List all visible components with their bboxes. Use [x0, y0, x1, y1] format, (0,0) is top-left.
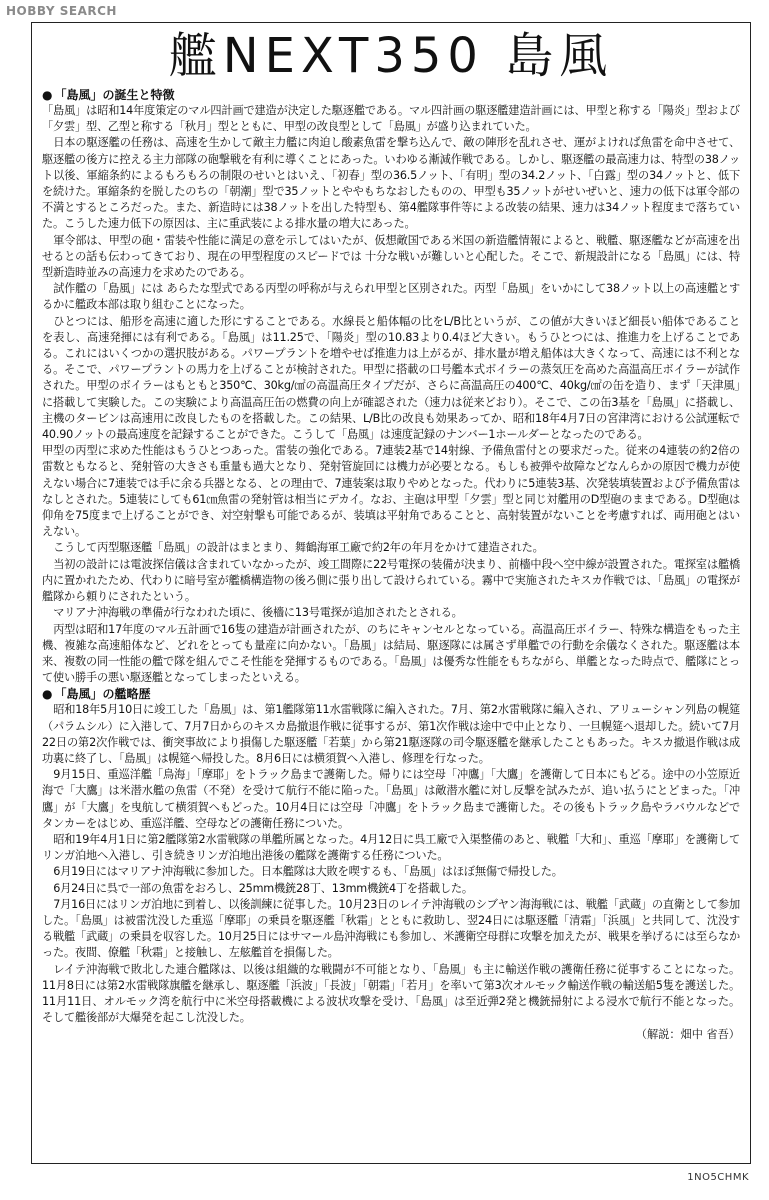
paragraph: 当初の設計には電波探信儀は含まれていなかったが、竣工間際に22号電探の装備が決まり、前檣中段へ空中線が設置された。電探室は艦橋内に置かれたため、代わりに暗号室が艦橋構造物の後ろ側に張り出して設けられている。霧中で実施されたキスカ作戦では、「島風」の電探が艦隊から頼りにされたという。 — [42, 557, 740, 604]
bullet-icon: ● — [42, 88, 53, 102]
paragraph: レイテ沖海戦で敗北した連合艦隊は、以後は組織的な戦闘が不可能となり、「島風」も主に輸送作戦の護衛任務に従事することになった。11月8日には第2水雷戦隊旗艦を継承し、駆逐艦「浜波」「長波」「朝霜」「若月」を率いて第3次オルモック輸送作戦の輸送船5隻を護送した。11月11日、オルモック湾を航行中に米空母搭載機による波状攻撃を受け、「島風」は至近弾2発と機銃掃射による浸水で航行不能となった。そして艦後部が大爆発を起こし沈没した。 — [42, 962, 740, 1025]
page-title: 艦NEXT350 島風 — [168, 28, 614, 84]
section-heading-text: 「島風」の艦略歴 — [54, 687, 151, 702]
section-heading-history — [42, 686, 740, 702]
paragraph: 9月15日、重巡洋艦「鳥海」「摩耶」をトラック島まで護衛した。帰りには空母「冲鷹」「大鷹」を護衛して日本にもどる。途中の小笠原近海で「大鷹」は米潜水艦の魚雷（不発）を受けて航行不能に陥った。「島風」は敵潜水艦に対し反撃を試みたが、追い払うにとどまった。「冲鷹」が「大鷹」を曳航して横須賀へもどった。10月4日には空母「冲鷹」をトラック島まで護衛した。その後もトラック島やラバウルなどでタンカーをはじめ、重巡洋艦、空母などの護衛任務についた。 — [42, 768, 740, 830]
paragraph: 昭和18年5月10日に竣工した「島風」は、第1艦隊第11水雷戦隊に編入された。7月、第2水雷戦隊に編入され、アリューシャン列島の幌筵（パラムシル）に入港して、7月7日からのキスカ島撤退作戦に従事するが、第1次作戦は途中で中止となり、一旦幌筵へ退却した。続いて7月22日の第2次作戦では、衝突事故により損傷した駆逐艦「若葉」から第21駆逐隊の司令駆逐艦を継承したこともあった。キスカ撤退作戦は成功裏に終了し、「島風」は幌筵へ帰投した。8月6日には横須賀へ入港し、修理を行なった。 — [42, 703, 741, 765]
paragraph: 丙型は昭和17年度のマル五計画で16隻の建造が計画されたが、のちにキャンセルとなっている。高温高圧ボイラー、特殊な構造をもった主機、複雑な高速船体など、どれをとっても量産に向かない。「島風」は結局、駆逐隊には属さず単艦での行動を余儀なくされた。駆逐艦は本来、複数の同一性能の艦で隊を組んでこそ性能を発揮するものである。「島風」は優秀な性能をもちながら、単艦となった時点で、艦隊にとって使い勝手の悪い駆逐艦となってしまったといえる。 — [42, 622, 740, 685]
watermark-logo: HOBBY SEARCH — [6, 4, 117, 18]
paragraph: 7月16日にはリンガ泊地に到着し、以後訓練に従事した。10月23日のレイテ沖海戦のシブヤン海海戦には、戦艦「武蔵」の直衛として参加した。「島風」は被雷沈没した重巡「摩耶」の乗員を駆逐艦「秋霜」とともに救助し、翌24日には駆逐艦「清霜」「浜風」と共同して、沈没する戦艦「武蔵」の乗員を収容した。10月25日にはサマール島沖海戦にも参加し、米護衛空母群に攻撃を加えたが、戦果を挙げるには至らなかった。夜間、僚艦「秋霜」と接触し、左舷艦首を損傷した。 — [42, 897, 740, 960]
paragraph: 軍令部は、甲型の砲・雷装や性能に満足の意を示してはいたが、仮想敵国である米国の新造艦情報によると、戦艦、駆逐艦などが高速を出せるとの話も伝わってきており、現在の甲型程度のスピードでは 十分な戦いが難しいと心配した。そこで、新規設計になる「島風」には、特型新造時並みの高速力を求めたのである。 — [42, 233, 740, 280]
paragraph: 日本の駆逐艦の任務は、高速を生かして敵主力艦に肉迫し酸素魚雷を撃ち込んで、敵の陣形を乱れさせ、運がよければ魚雷を命中させて、駆逐艦の後方に控える主力部隊の砲撃戦を有利に導くことにあった。いわゆる漸減作戦である。しかし、駆逐艦の最高速力は、特型の38ノット以後、軍縮条約によるもろもろの制限のせいとはいえ、「初春」型の36.5ノット、「有明」型の34.2ノット、「白露」型の34ノットと、低下を続けた。軍縮条約を脱したのちの「朝潮」型で35ノットとややもちなおしたものの、甲型も35ノットがせいぜいと、速力の低下は軍令部の不満とするところだった。また、新造時には38ノットを出した特型も、第4艦隊事件等による改装の結果、速力は34ノット程度まで落ちていた。こうした速力低下の原因は、主に重武装による排水量の増大にあった。 — [42, 136, 740, 231]
author-credit: （解説：畑中 省吾） — [635, 1028, 740, 1042]
paragraph: 6月24日に呉で一部の魚雷をおろし、25mm機銃28丁、13mm機銃4丁を搭載した。 — [53, 881, 473, 895]
paragraph: 「島風」は昭和14年度策定のマル四計画で建造が決定した駆逐艦である。マル四計画の駆逐艦建造計画には、甲型と称する「陽炎」型および「夕雲」型、乙型と称する「秋月」型とともに、甲型の改良型として「島風」が盛り込まれていた。 — [42, 104, 740, 134]
product-code: 1NO5CHMK — [687, 1172, 749, 1183]
section-heading-text: 「島風」の誕生と特徴 — [54, 88, 175, 102]
bullet-icon: ● — [42, 687, 53, 702]
paragraph: こうして丙型駆逐艦「島風」の設計はまとまり、舞鶴海軍工廠で約2年の年月をかけて建造された。 — [53, 541, 544, 555]
section-heading-origin — [42, 87, 740, 103]
paragraph: ひとつには、船形を高速に適した形にすることである。水線長と船体幅の比をL/B比というが、この値が大きいほど細長い船体であることを表し、高速発揮には有利である。「島風」は11.25で、「陽炎」型の10.83より0.4ほど大きい。もうひとつには、推進力を上げることである。これにはいくつかの選択肢がある。パワープラントを増やせば推進力は上がるが、排水量が増え船体は大きくなって、高速には不利となる。そこで、パワープラントの馬力を上げることが検討された。甲型に搭載の口号艦本式ボイラーの蒸気圧を高めた高温高圧ボイラーが試作された。甲型のボイラーはもともと350℃、30kg/㎠の高温高圧タイプだが、さらに高温高圧の400℃、40kg/㎠の缶を造り、まず「天津風」に搭載して実験した。この実験により高温高圧缶の燃費の向上が確認された（速力は従来どおり）。そこで、この缶3基を「島風」に搭載し、主機のタービンは高速用に改良したものを搭載した。この結果、L/B比の改良も効果あってか、昭和18年4月7日の宮津湾における公試運転で40.90ノットの最高速度を記録することができた。こうして「島風」は速度記録のナンバー1ホールダーとなったのである。 — [42, 314, 740, 442]
paragraph: 昭和19年4月1日に第2艦隊第2水雷戦隊の単艦所属となった。4月12日に呉工廠で入渠整備のあと、戦艦「大和」、重巡「摩耶」を護衛してリンガ泊地へ入港し、引き続きリンガ泊地出港後の艦隊を護衛する任務についた。 — [42, 832, 740, 863]
paragraph: マリアナ沖海戦の準備が行なわれた頃に、後檣に13号電探が追加されたとされる。 — [53, 606, 463, 620]
document-page — [31, 22, 751, 1164]
paragraph: 6月19日にはマリアナ沖海戦に参加した。日本艦隊は大敗を喫するも、「島風」はほぼ無傷で帰投した。 — [53, 865, 563, 879]
paragraph: 試作艦の「島風」には あらたな型式である丙型の呼称が与えられ甲型と区別された。丙型「島風」をいかにして38ノット以上の高速艦とするかに艦政本部は取り組むことになった。 — [42, 282, 740, 312]
paragraph: 甲型の丙型に求めた性能はもうひとつあった。雷装の強化である。7連装2基で14射線、予備魚雷付との要求だった。従来の4連装の約2倍の雷数ともなると、発射管の大きさも重量も過大となり、発射管旋回には機力が必要となる。もしも被弾や故障などなんらかの原因で機力が使えない場合に7連装では手に余る兵器となる、との理由で、7連装案は取りやめとなった。代わりに5連装3基、次発装填装置および予備魚雷はなしとされた。5連装にしても61㎝魚雷の発射管は相当にデカイ。なお、主砲は甲型「夕雲」型と同じ対艦用のD型砲のままである。D型砲は仰角を75度まで上げることができ、対空射撃も可能であるが、装填は平射角であることと、高射装置がないことを考慮すれば、両用砲とはいえない。 — [42, 444, 740, 539]
